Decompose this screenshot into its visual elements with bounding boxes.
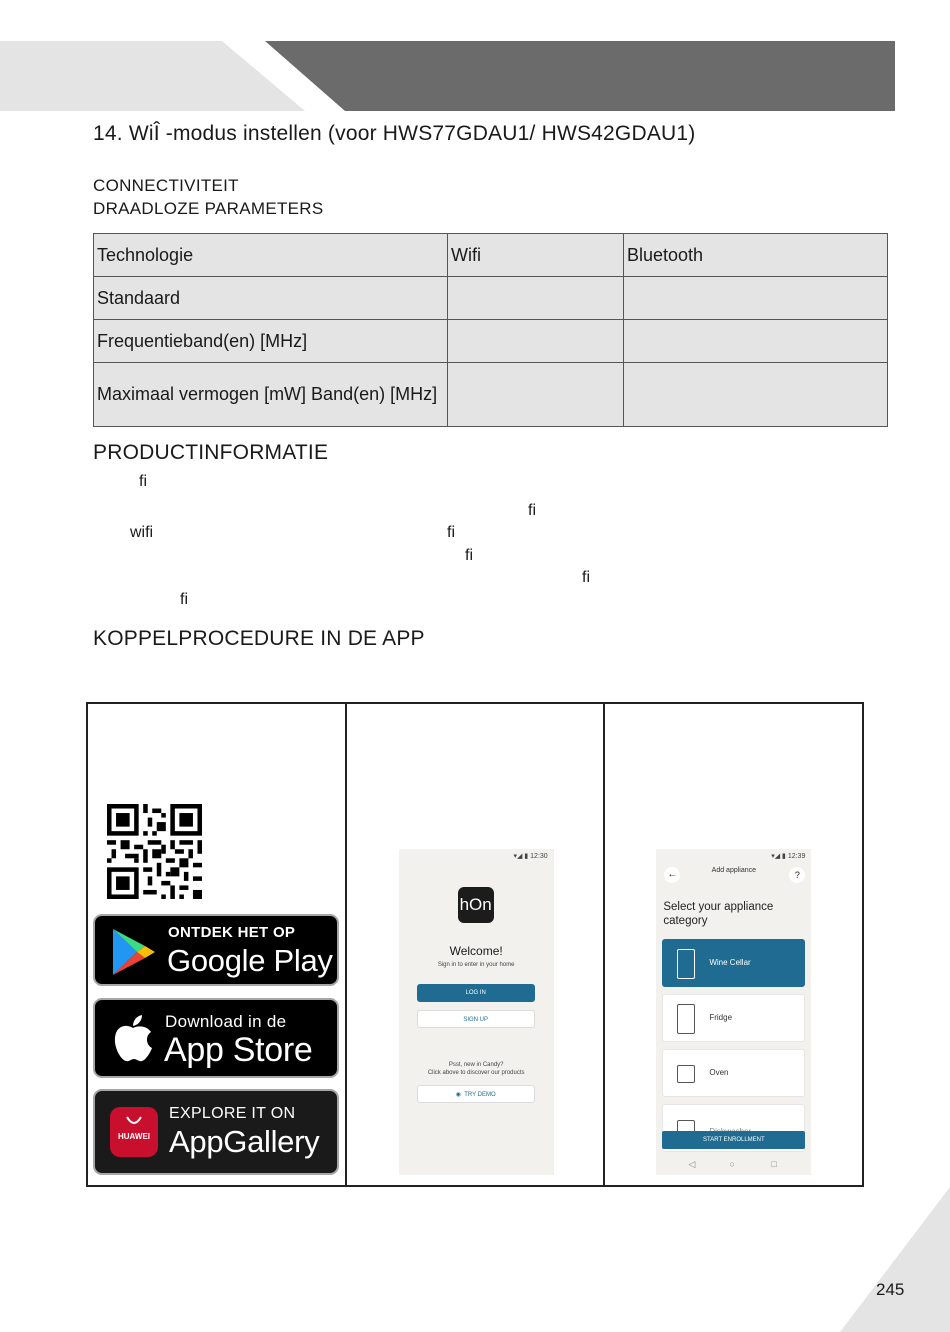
huawei-brand-text: HUAWEI [118, 1132, 150, 1141]
status-bar: ▾◢ ▮ 12:39 [771, 853, 806, 860]
download-cell [88, 704, 347, 1185]
bag-icon [124, 1115, 144, 1127]
try-demo-label: TRY DEMO [464, 1092, 496, 1098]
text-fragment: fi [180, 591, 188, 608]
signup-button[interactable]: SIGN UP [417, 1010, 535, 1028]
qr-code-icon [107, 804, 202, 899]
nav-home-icon[interactable]: ○ [729, 1159, 735, 1169]
category-oven[interactable] [662, 1049, 805, 1097]
table-cell: Maximaal vermogen [mW] Band(en) [MHz] [94, 363, 448, 427]
product-info-heading: PRODUCTINFORMATIE [93, 441, 329, 464]
wireless-params-heading: DRAADLOZE PARAMETERS [93, 199, 324, 218]
eye-icon: ◉ [455, 1092, 465, 1098]
add-appliance-cell [605, 704, 862, 1185]
header-bar-light [0, 41, 320, 111]
psst-text: Psst, new in Candy? [448, 1062, 504, 1068]
text-fragment: fi [465, 547, 473, 564]
header-bar-dark [265, 41, 895, 111]
table-cell [448, 363, 624, 427]
google-play-icon [111, 927, 157, 977]
text-fragment: fi [582, 569, 590, 586]
category-label: Oven [709, 1068, 729, 1077]
table-row [94, 320, 888, 363]
help-icon[interactable]: ? [789, 867, 805, 883]
back-arrow-icon[interactable]: ← [664, 867, 680, 883]
wine-cellar-icon [677, 949, 695, 979]
add-appliance-title: Add appliance [711, 867, 757, 874]
google-play-big-text: Google Play [167, 943, 333, 978]
huawei-appgallery-icon [110, 1107, 158, 1157]
table-cell: Standaard [94, 277, 448, 320]
wireless-params-table [93, 233, 888, 427]
phone-screen-add-appliance [656, 849, 811, 1175]
signin-subtitle: Sign in to enter in your home [437, 962, 515, 968]
discover-text: Click above to discover our products [427, 1070, 525, 1076]
table-row [94, 363, 888, 427]
table-header-cell: Bluetooth [624, 234, 888, 277]
app-gallery-big-text: AppGallery [169, 1124, 320, 1159]
table-cell: Frequentieband(en) [MHz] [94, 320, 448, 363]
text-fragment: fi [447, 524, 455, 541]
nav-back-icon[interactable]: ◁ [688, 1159, 696, 1169]
table-cell [624, 320, 888, 363]
phone-screen-welcome [399, 849, 554, 1175]
table-cell [624, 277, 888, 320]
google-play-small-text: ONTDEK HET OP [168, 924, 296, 941]
pairing-heading: KOPPELPROCEDURE IN DE APP [93, 627, 425, 650]
page-number: 245 [876, 1280, 905, 1299]
android-nav-bar [656, 1156, 811, 1175]
app-store-small-text: Download in de [165, 1012, 287, 1031]
text-fragment: fi [139, 473, 147, 490]
category-heading-line1: Select your appliance [663, 901, 774, 913]
app-gallery-small-text: EXPLORE IT ON [169, 1105, 296, 1122]
corner-decoration [840, 1187, 950, 1332]
table-row [94, 234, 888, 277]
welcome-heading: Welcome! [449, 944, 503, 958]
connectivity-heading: CONNECTIVITEIT [93, 176, 239, 195]
app-store-big-text: App Store [164, 1031, 313, 1069]
app-pairing-table [86, 702, 864, 1187]
app-store-badge[interactable] [93, 998, 339, 1078]
category-heading-line2: category [663, 915, 708, 927]
nav-recents-icon[interactable]: □ [771, 1159, 777, 1169]
google-play-badge[interactable] [93, 914, 339, 986]
table-cell [448, 277, 624, 320]
app-gallery-badge[interactable] [93, 1089, 339, 1175]
category-fridge[interactable] [662, 994, 805, 1042]
category-label: Fridge [709, 1013, 733, 1022]
table-header-cell: Technologie [94, 234, 448, 277]
category-heading [663, 900, 773, 928]
table-cell [448, 320, 624, 363]
login-button[interactable]: LOG IN [417, 984, 535, 1002]
table-cell [624, 363, 888, 427]
category-label: Wine Cellar [709, 958, 751, 967]
try-demo-button[interactable] [417, 1085, 535, 1103]
start-enrollment-button[interactable]: START ENROLLMENT [662, 1131, 805, 1149]
apple-icon [112, 1014, 154, 1064]
fridge-icon [677, 1004, 695, 1034]
category-wine-cellar[interactable] [662, 939, 805, 987]
status-bar: ▾◢ ▮ 12:30 [513, 853, 548, 860]
page-title: 14. WiÎ -modus instellen (voor HWS77GDAU1/ HWS42GDAU1) [93, 122, 696, 145]
hon-logo: hOn [458, 887, 494, 923]
login-screen-cell [347, 704, 606, 1185]
text-fragment: fi [528, 502, 536, 519]
table-row [94, 277, 888, 320]
text-fragment: wifi [130, 524, 154, 541]
table-header-cell: Wifi [448, 234, 624, 277]
oven-icon [677, 1065, 695, 1083]
